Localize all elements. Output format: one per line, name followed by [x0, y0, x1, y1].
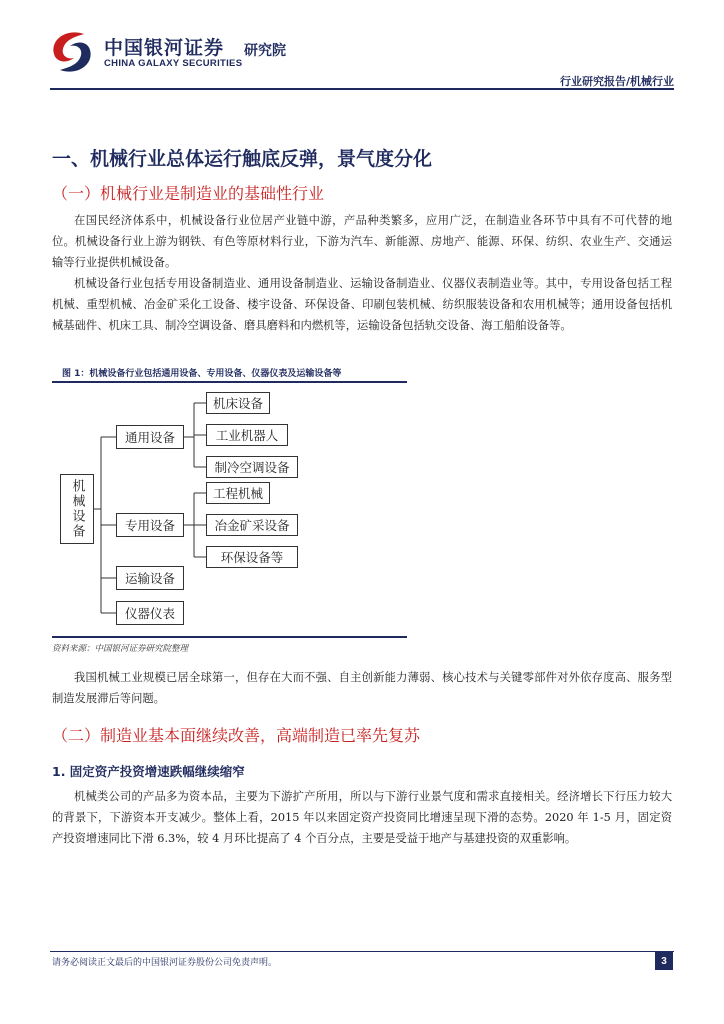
- tree-leaf-robot: 工业机器人: [206, 424, 288, 446]
- tree-node-special: 专用设备: [116, 513, 184, 537]
- page-number: 3: [655, 952, 673, 970]
- tree-leaf-hvac: 制冷空调设备: [206, 456, 298, 478]
- paragraph-text: 我国机械工业规模已居全球第一，但存在大而不强、自主创新能力薄弱、核心技术与关键零部件对外依存度高、服务型制造发展滞后等问题。: [52, 671, 672, 705]
- section-title: 一、机械行业总体运行触底反弹，景气度分化: [52, 148, 433, 170]
- subsection-1-title: （一）机械行业是制造业的基础性行业: [52, 184, 325, 203]
- figure-connectors: [52, 383, 407, 635]
- tree-leaf-machine-tool: 机床设备: [206, 392, 270, 414]
- item-1-title: 1. 固定资产投资增速跌幅继续缩窄: [52, 764, 245, 779]
- footer-divider: [50, 951, 674, 952]
- figure-bottom-rule: [52, 636, 407, 638]
- paragraph-text: 机械设备行业包括专用设备制造业、通用设备制造业、运输设备制造业、仪器仪表制造业等。其中，专用设备包括工程机械、重型机械、冶金矿采化工设备、楼宇设备、环保设备、印刷包装机械、纺织服装设备和农用机械等；通用设备包括机械基础件、机床工具、制冷空调设备、磨具磨料和内燃机等，运输设备包括轨交设备、海工船舶设备等。: [52, 277, 672, 332]
- tree-leaf-environmental: 环保设备等: [206, 546, 298, 568]
- logo-en-text: CHINA GALAXY SECURITIES: [104, 58, 243, 69]
- figure-source: 资料来源：中国银河证券研究院整理: [52, 644, 189, 654]
- footer-disclaimer: 请务必阅读正文最后的中国银河证券股份公司免责声明。: [52, 958, 278, 968]
- paragraph-3: [52, 667, 672, 709]
- paragraph-text: 机械类公司的产品多为资本品，主要为下游扩产所用，所以与下游行业景气度和需求直接相关。经济增长下行压力较大的背景下，下游资本开支减少。整体上看，2015 年以来固定资产投资同比增速呈现下滑的态势。2020 年 1-5 月，固定资产投资增速同比下滑 6.3%，较 4 月环比提高了 4 个百分点，主要是受益于地产与基建投资的双重影响。: [52, 790, 672, 845]
- header-divider: [50, 88, 674, 90]
- figure-title: 图 1：机械设备行业包括通用设备、专用设备、仪器仪表及运输设备等: [62, 369, 342, 379]
- paragraph-2: [52, 273, 672, 336]
- report-type: 行业研究报告/机械行业: [559, 75, 674, 88]
- tree-node-transport: 运输设备: [116, 566, 184, 590]
- tree-node-general: 通用设备: [116, 425, 184, 449]
- galaxy-logo-icon: [44, 24, 100, 80]
- tree-node-instrument: 仪器仪表: [116, 601, 184, 625]
- paragraph-1: [52, 210, 672, 273]
- logo-cn-text: 中国银河证券: [104, 37, 225, 59]
- tree-node-root: 机械设备: [60, 474, 94, 544]
- subsection-2-title: （二）制造业基本面继续改善，高端制造已率先复苏: [52, 726, 421, 745]
- paragraph-4: [52, 786, 672, 849]
- tree-leaf-construction: 工程机械: [206, 482, 270, 504]
- logo-institute-text: 研究院: [244, 43, 286, 59]
- tree-leaf-metallurgy: 冶金矿采设备: [206, 514, 298, 536]
- paragraph-text: 在国民经济体系中，机械设备行业位居产业链中游，产品种类繁多，应用广泛，在制造业各环节中具有不可代替的地位。机械设备行业上游为钢铁、有色等原材料行业，下游为汽车、新能源、房地产、能源、环保、纺织、农业生产、交通运输等行业提供机械设备。: [52, 214, 672, 269]
